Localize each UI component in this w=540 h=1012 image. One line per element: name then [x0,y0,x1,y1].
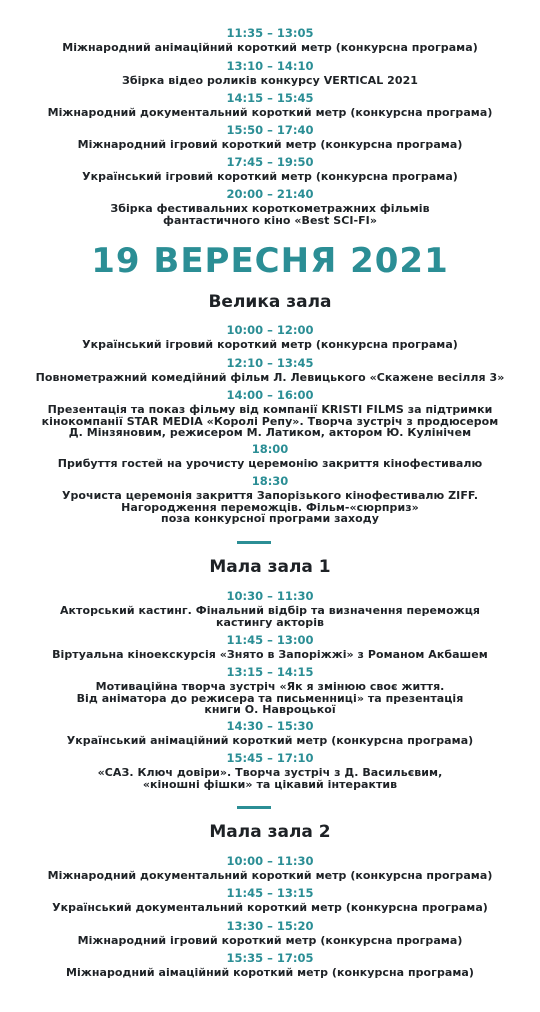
schedule-item [0,356,540,384]
schedule-item [0,919,540,947]
event-title: Віртуальна кіноекскурсія «Знято в Запоріжжі» з Романом Акбашем [52,648,488,661]
event-time: 20:00 – 21:40 [226,187,314,201]
schedule-item [0,323,540,351]
event-time: 13:10 – 14:10 [226,59,314,73]
event-title: Урочиста церемонія закриття Запорізького кінофестивалю ZIFF. Нагородження переможців. Фільм-«сюрприз» поза конкурсної програми заходу [61,489,479,525]
section-divider [237,806,271,809]
schedule-item [0,59,540,87]
event-time: 10:00 – 11:30 [226,854,314,868]
event-title: Український ігровий короткий метр (конкурсна програма) [82,338,458,351]
event-title: Український документальний короткий метр (конкурсна програма) [52,901,488,914]
section-divider [237,541,271,544]
event-title: Збірка відео роликів конкурсу VERTICAL 2021 [122,74,418,87]
event-time: 17:45 – 19:50 [226,155,314,169]
event-title: Міжнародний анімаційний короткий метр (конкурсна програма) [62,41,478,54]
day-date-heading: 19 ВЕРЕСНЯ 2021 [91,241,449,281]
event-title: Міжнародний документальний короткий метр (конкурсна програма) [47,106,493,119]
event-time: 18:30 [251,474,289,488]
event-title: Міжнародний аімаційний короткий метр (конкурсна програма) [66,966,474,979]
schedule-item [0,589,540,628]
event-time: 11:45 – 13:15 [226,886,314,900]
schedule-item [0,474,540,525]
event-time: 12:10 – 13:45 [226,356,314,370]
event-title: «САЗ. Ключ довіри». Творча зустріч з Д. Васильєвим, «кіношні фішки» та цікавий інтерактив [97,766,443,791]
event-title: Мотиваційна творча зустріч «Як я змінюю своє життя. Від аніматора до режисера та письменниці» та презентація книги О. Навроцької [76,680,464,716]
schedule-item [0,886,540,914]
hall-heading: Велика зала [208,292,332,312]
hall-heading: Мала зала 1 [209,557,331,577]
event-title: Прибуття гостей на урочисту церемонію закриття кінофестивалю [57,457,483,470]
schedule-item [0,854,540,882]
schedule-item [0,951,540,979]
event-title: Міжнародний ігровий короткий метр (конкурсна програма) [77,934,463,947]
event-time: 11:45 – 13:00 [226,633,314,647]
event-time: 10:00 – 12:00 [226,323,314,337]
event-time: 13:15 – 14:15 [226,665,314,679]
event-title: Міжнародний документальний короткий метр (конкурсна програма) [47,869,493,882]
schedule-item [0,442,540,470]
event-time: 14:30 – 15:30 [226,719,314,733]
event-time: 11:35 – 13:05 [226,26,314,40]
schedule-item [0,155,540,183]
event-time: 10:30 – 11:30 [226,589,314,603]
schedule-item [0,633,540,661]
event-time: 14:15 – 15:45 [226,91,314,105]
schedule-item [0,665,540,716]
event-time: 15:45 – 17:10 [226,751,314,765]
schedule-item [0,123,540,151]
event-time: 18:00 [251,442,289,456]
event-title: Акторський кастинг. Фінальний відбір та визначення переможця кастингу акторів [59,604,481,629]
event-time: 15:35 – 17:05 [226,951,314,965]
event-title: Збірка фестивальних короткометражних фільмів фантастичного кіно «Best SCI-FI» [110,202,430,227]
event-title: Український анімаційний короткий метр (конкурсна програма) [66,734,474,747]
event-time: 13:30 – 15:20 [226,919,314,933]
event-title: Міжнародний ігровий короткий метр (конкурсна програма) [77,138,463,151]
event-title: Український ігровий короткий метр (конкурсна програма) [82,170,458,183]
event-time: 15:50 – 17:40 [226,123,314,137]
schedule-item [0,388,540,439]
schedule-item [0,719,540,747]
schedule-item [0,187,540,226]
event-time: 14:00 – 16:00 [226,388,314,402]
event-title: Повнометражний комедійний фільм Л. Левицького «Скажене весілля 3» [35,371,505,384]
event-title: Презентація та показ фільму від компанії KRISTI FILMS за підтримки кінокомпанії STAR MEDIA «Королі Репу». Творча зустріч з продюсером Д. Мінзяновим, режисером М. Латиком, актором Ю. Кулінічем [41,403,499,439]
schedule-item [0,751,540,790]
hall-heading: Мала зала 2 [209,822,331,842]
schedule-item [0,91,540,119]
schedule-item [0,26,540,54]
